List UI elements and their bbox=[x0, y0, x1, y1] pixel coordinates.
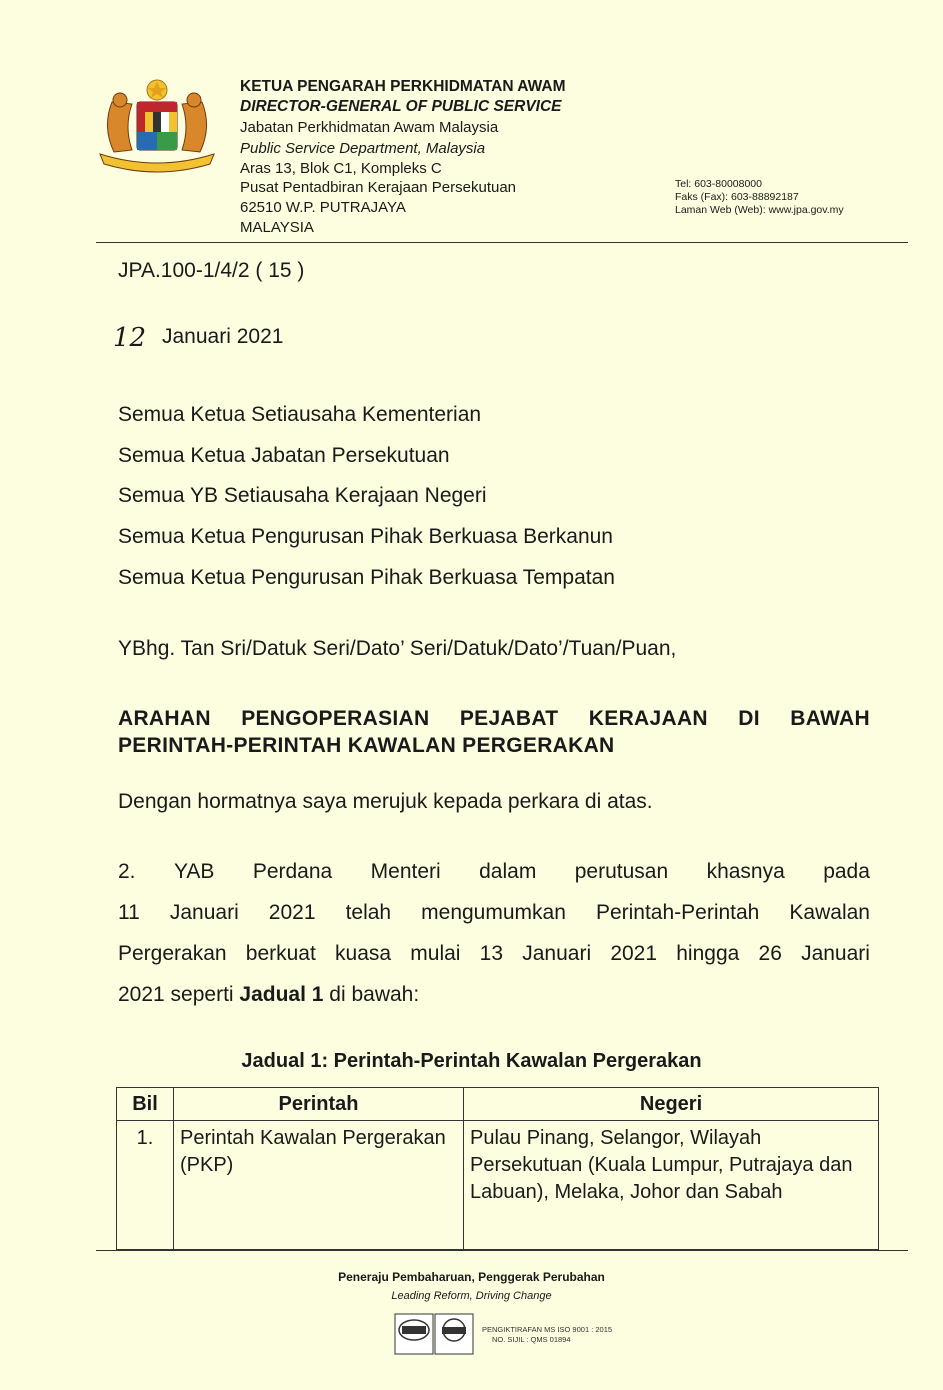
iso-line-2: NO. SIJIL : QMS 01894 bbox=[492, 1335, 571, 1344]
recipient-line: Semua Ketua Pengurusan Pihak Berkuasa Tempatan bbox=[118, 566, 615, 589]
subject-word: BAWAH bbox=[790, 707, 870, 730]
table-row bbox=[117, 1121, 879, 1250]
address-line-1: Aras 13, Blok C1, Kompleks C bbox=[240, 160, 442, 177]
header-negeri: Negeri bbox=[464, 1088, 879, 1121]
org-title-ms: KETUA PENGARAH PERKHIDMATAN AWAM bbox=[240, 78, 566, 95]
paragraph-2-line-3: Pergerakan berkuat kuasa mulai 13 Januari 2021 hingga 26 Januari bbox=[118, 942, 870, 965]
jadual-reference: Jadual 1 bbox=[239, 983, 324, 1006]
header-divider bbox=[96, 242, 908, 243]
iso-certification bbox=[482, 1325, 612, 1345]
paragraph-2-line-4: 2021 seperti Jadual 1 di bawah: bbox=[118, 983, 420, 1006]
order-table bbox=[116, 1087, 879, 1250]
reference-number: JPA.100-1/4/2 ( 15 ) bbox=[118, 259, 305, 282]
subject-line-1 bbox=[118, 705, 870, 732]
subject-word: PEJABAT bbox=[459, 707, 559, 730]
motto-en: Leading Reform, Driving Change bbox=[391, 1290, 552, 1302]
recipient-line: Semua Ketua Jabatan Persekutuan bbox=[118, 444, 450, 467]
iso-line-1: PENGIKTIRAFAN MS ISO 9001 : 2015 bbox=[482, 1325, 613, 1334]
contact-tel: Tel: 603-80008000 bbox=[675, 178, 762, 190]
subject-word: KERAJAAN bbox=[588, 707, 708, 730]
address-line-2: Pusat Pentadbiran Kerajaan Persekutuan bbox=[240, 179, 517, 196]
subject-word: PENGOPERASIAN bbox=[241, 707, 430, 730]
contact-fax: Faks (Fax): 603-88892187 bbox=[675, 191, 799, 203]
date-day-handwritten: 12 bbox=[113, 323, 147, 353]
letter-date: Januari 2021 bbox=[162, 325, 284, 348]
subject-word: DI bbox=[738, 707, 760, 730]
department-en: Public Service Department, Malaysia bbox=[240, 140, 486, 157]
footer-divider bbox=[96, 1250, 908, 1251]
subject-word: ARAHAN bbox=[118, 707, 211, 730]
recipient-line: Semua Ketua Pengurusan Pihak Berkuasa Berkanun bbox=[118, 525, 613, 548]
address-line-3: 62510 W.P. PUTRAJAYA bbox=[240, 199, 406, 216]
quality-system-badge-icon bbox=[394, 1313, 474, 1355]
org-title-en: DIRECTOR-GENERAL OF PUBLIC SERVICE bbox=[240, 98, 562, 115]
department-ms: Jabatan Perkhidmatan Awam Malaysia bbox=[240, 119, 499, 136]
header-perintah: Perintah bbox=[174, 1088, 464, 1121]
cell-negeri: Pulau Pinang, Selangor, Wilayah Persekutuan (Kuala Lumpur, Putrajaya dan Labuan), Melaka, Johor dan Sabah bbox=[464, 1121, 879, 1250]
address-line-4: MALAYSIA bbox=[240, 219, 314, 236]
paragraph-2-line-2: 11 Januari 2021 telah mengumumkan Perintah-Perintah Kawalan bbox=[118, 901, 870, 924]
table-title: Jadual 1: Perintah-Perintah Kawalan Pergerakan bbox=[241, 1050, 702, 1072]
header-bil: Bil bbox=[117, 1088, 174, 1121]
recipient-line: Semua Ketua Setiausaha Kementerian bbox=[118, 403, 482, 426]
paragraph-2-line-1: 2. YAB Perdana Menteri dalam perutusan khasnya pada bbox=[118, 860, 870, 883]
cell-bil: 1. bbox=[117, 1121, 174, 1250]
coat-of-arms-icon bbox=[92, 72, 222, 177]
subject-line-2: PERINTAH-PERINTAH KAWALAN PERGERAKAN bbox=[118, 734, 615, 757]
salutation: YBhg. Tan Sri/Datuk Seri/Dato’ Seri/Datuk/Dato’/Tuan/Puan, bbox=[118, 637, 677, 660]
recipient-line: Semua YB Setiausaha Kerajaan Negeri bbox=[118, 484, 487, 507]
motto-ms: Peneraju Pembaharuan, Penggerak Perubahan bbox=[338, 1270, 605, 1284]
paragraph-1: Dengan hormatnya saya merujuk kepada perkara di atas. bbox=[118, 790, 653, 813]
cell-perintah: Perintah Kawalan Pergerakan (PKP) bbox=[174, 1121, 464, 1250]
table-header-row bbox=[117, 1088, 879, 1121]
contact-web: Laman Web (Web): www.jpa.gov.my bbox=[675, 204, 844, 216]
